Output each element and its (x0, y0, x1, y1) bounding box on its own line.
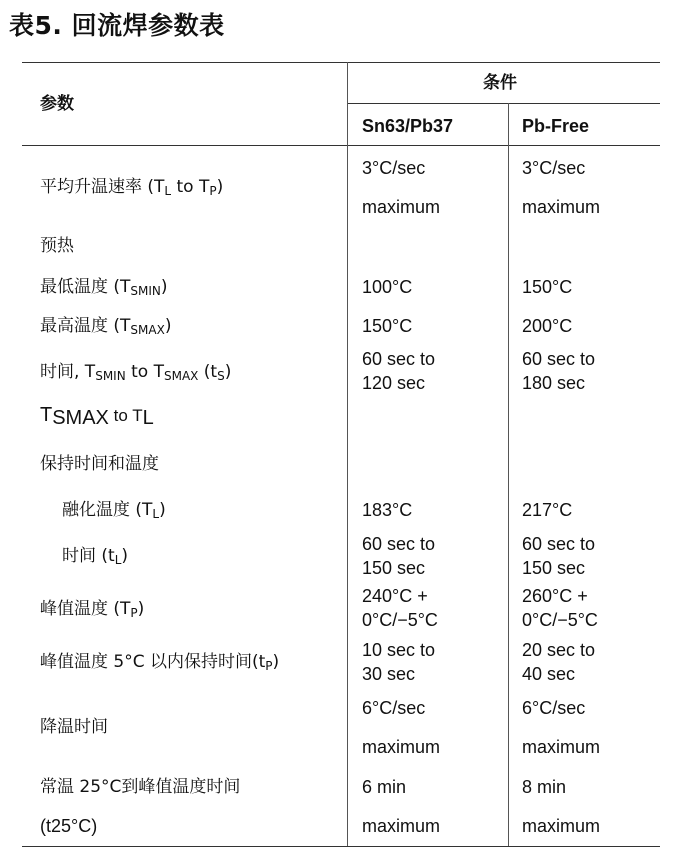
value-pbfree: 3°C/sec (522, 158, 586, 178)
value-pbfree: maximum (522, 816, 601, 836)
value-pbfree: 180 sec (522, 373, 586, 393)
param-ramp-up-rate: 平均升温速率 ($T_L$ to $T_P$) (40, 177, 224, 198)
header-bottom-border (22, 145, 660, 146)
value-pbfree: 200°C (522, 316, 573, 336)
column-divider-2 (508, 103, 509, 846)
value-sn: 100°C (362, 277, 413, 297)
param-time-25c-to-peak-line2: (t25°C) (40, 816, 98, 836)
value-sn: 150 sec (362, 558, 426, 578)
value-pbfree: 40 sec (522, 664, 576, 684)
value-sn: 6 min (362, 777, 407, 797)
value-pbfree: 60 sec to (522, 534, 596, 554)
value-sn: 3°C/sec (362, 158, 426, 178)
value-pbfree: 260°C + (522, 586, 588, 606)
value-pbfree: maximum (522, 197, 601, 217)
value-pbfree: 8 min (522, 777, 567, 797)
value-pbfree: maximum (522, 737, 601, 757)
value-pbfree: 0°C/−5°C (522, 610, 598, 630)
param-liquidus-time: 时间 $(t_L)$ (62, 546, 129, 567)
value-sn: maximum (362, 737, 441, 757)
value-pbfree: 6°C/sec (522, 698, 586, 718)
header-conditions: 条件 (483, 73, 517, 93)
value-sn: 183°C (362, 500, 413, 520)
param-ramp-down: 降温时间 (40, 717, 108, 737)
value-sn: 0°C/−5°C (362, 610, 438, 630)
value-sn: 60 sec to (362, 349, 436, 369)
conditions-divider (347, 103, 660, 104)
param-preheat-time: 时间, $T_{SMIN}$ to $T_{SMAX}$ $(t_S)$ (40, 362, 232, 383)
value-sn: 10 sec to (362, 640, 436, 660)
table-top-border (22, 62, 660, 63)
param-hold-time-temp: 保持时间和温度 (40, 454, 159, 474)
value-sn: maximum (362, 816, 441, 836)
value-pbfree: 150°C (522, 277, 573, 297)
value-sn: 60 sec to (362, 534, 436, 554)
table-bottom-border (22, 846, 660, 847)
value-sn: 120 sec (362, 373, 426, 393)
table-title: 表5. 回流焊参数表 (9, 11, 225, 40)
column-divider-1 (347, 62, 348, 846)
param-tsmax-to-tl: TSMAX to TL (40, 404, 154, 429)
value-sn: 6°C/sec (362, 698, 426, 718)
value-pbfree: 60 sec to (522, 349, 596, 369)
value-sn: maximum (362, 197, 441, 217)
param-time-within-peak: 峰值温度 5°C 以内保持时间$(t_P)$ (40, 652, 280, 673)
header-sn63pb37: Sn63/Pb37 (362, 116, 454, 136)
value-sn: 150°C (362, 316, 413, 336)
value-sn: 240°C + (362, 586, 428, 606)
value-pbfree: 20 sec to (522, 640, 596, 660)
header-param: 参数 (40, 94, 74, 114)
param-tsmin: 最低温度 $(T_{SMIN})$ (40, 277, 168, 298)
value-pbfree: 150 sec (522, 558, 586, 578)
param-peak-temp: 峰值温度 $(T_P)$ (40, 599, 145, 620)
param-tsmax: 最高温度 $(T_{SMAX})$ (40, 316, 172, 337)
param-time-25c-to-peak: 常温 25°C到峰值温度时间 (40, 777, 241, 797)
param-preheat: 预热 (40, 236, 74, 256)
header-pbfree: Pb-Free (522, 116, 590, 136)
value-pbfree: 217°C (522, 500, 573, 520)
param-liquidus-temp: 融化温度 $(T_L)$ (62, 500, 166, 521)
value-sn: 30 sec (362, 664, 416, 684)
